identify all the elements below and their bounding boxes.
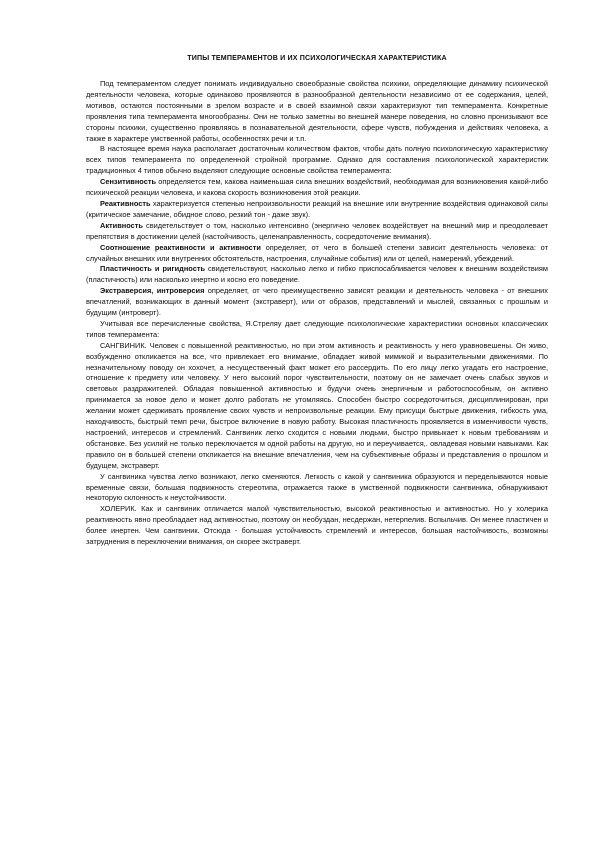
paragraph-ratio (86, 243, 548, 265)
paragraph-text: свидетельствует о том, насколько интенсивно (энергично человек воздействует на внешний мир и преодолевает препятствия в достижении целей (настойчивость, целенаправленность, сосредоточение внимания). (86, 220, 548, 241)
paragraph-activity (86, 221, 548, 243)
document-title: ТИПЫ ТЕМПЕРАМЕНТОВ И ИХ ПСИХОЛОГИЧЕСКАЯ ХАРАКТЕРИСТИКА (187, 54, 447, 62)
term-ratio: Соотношение реактивности и активности (100, 242, 261, 252)
document-body (86, 79, 548, 548)
paragraph-text: У сангвиника чувства легко возникают, легко сменяются. Легкость с какой у сангвиника образуются и переделываются новые временные связи, большая подвижность стереотипа, отражается также в умственной подвижности сангвиника, обнаруживают некоторую склонность к неустойчивости. (86, 471, 548, 503)
paragraph-text: свидетельствуют, насколько легко и гибко приспосабливается человек к внешним воздействиям (пластичность) или насколько инертно и косно его поведение. (86, 264, 548, 285)
paragraph-text: Учитывая все перечисленные свойства, Я.Стреляу дает следующие психологические характеристики основных классических типов темперамента: (86, 318, 548, 339)
paragraph-text: Под темпераментом следует понимать индивидуально своеобразные свойства психики, определяющие динамику психической деятельности человека, которые одинаково проявляются в разнообразной деятельности независимо от ее содержания, целей, мотивов, остаются постоянными в зрелом возрасте и в своей взаимной связи характеризуют тип темперамента. Конкретные проявления типа темперамента многообразны. Они не только заметны во внешней манере поведения, но словно пронизывают все стороны психики, существенно проявляясь в познавательной деятельности, сфере чувств, побуждения и действиях человека, а также в характере умственной работы, особенностях речи и т.п. (86, 79, 548, 143)
term-reactivity: Реактивность (100, 198, 151, 208)
term-plasticity: Пластичность и ригидность (100, 264, 205, 274)
paragraph-text: характеризуется степенью непроизвольности реакций на внешние или внутренние воздействия одинаковой силы (критическое замечание, обидное слово, резкий тон - даже звук). (86, 198, 548, 219)
term-activity: Активность (100, 220, 143, 230)
paragraph-text: определяется тем, какова наименьшая сила внешних воздействий, необходимая для возникновения какой-либо психической реакции человека, и какова скорость возникновения этой реакции. (86, 177, 548, 198)
paragraph-text: определяет, от чего в большей степени зависит деятельность человека: от случайных внешних или внутренних обстоятельств, настроения, случайные события) или от целей, намерений, убеждений. (86, 242, 548, 263)
paragraph-science (86, 144, 548, 177)
term-sensitivity: Сензитивность (100, 177, 156, 187)
paragraph-strelau (86, 319, 548, 341)
paragraph-text: определяет, от чего преимущественно зависят реакции и деятельность человека - от внешних впечатлений, возникающих в данный момент (экстраверт), или от образов, представлений и мыслей, связанных с прошлым и будущим (интроверт). (86, 286, 548, 318)
paragraph-reactivity (86, 199, 548, 221)
paragraph-choleric (86, 504, 548, 548)
paragraph-intro (86, 79, 548, 144)
paragraph-text: САНГВИНИК. Человек с повышенной реактивностью, но при этом активность и реактивность у него уравновешены. Он живо, возбужденно откликается на все, что привлекает его внимание, обладает живой мимикой и выразительными движениями. По незначительному поводу он хохочет, а несущественный факт может его рассердить. По его лицу легко угадать его настроение, отношение к предмету или человеку. У него высокий порог чувствительности, поэтому он не замечает очень слабых звуков и световых раздражителей. Обладая повышенной активностью и будучи очень энергичным и работоспособным, он активно принимается за новое дело и может долго работать не утомляясь. Способен быстро сосредоточиться, дисциплинирован, при желании может сдерживать проявление своих чувств и непроизвольные реакции. Ему присущи быстрые движения, гибкость ума, находчивость, быстрый темп речи, быстрое включение в новую работу. Высокая пластичность проявляется в изменчивости чувств, настроений, интересов и стремлений. Сангвиник легко сходится с новыми людьми, быстро привыкает к новым требованиям и обстановке. Без усилий не только переключается м одной работы на другую, но и переучивается,. овладевая новыми навыками. Как правило он в большей степени откликается на внешние впечатления, чем на субъективные образы и представления о прошлом и будущем, экстраверт. (86, 340, 548, 470)
paragraph-text: ХОЛЕРИК. Как и сангвиник отличается малой чувствительностью, высокой реактивностью и активностью. Но у холерика реактивность явно преобладает над активностью, поэтому он необуздан, несдержан, нетерпелив. Вспыльчив. Он менее пластичен и более инертен. Чем сангвиник. Отсюда - большая устойчивость стремлений и интересов, большая настойчивость, возможны затруднения в переключении внимания, он скорее экстраверт. (86, 504, 548, 547)
paragraph-plasticity (86, 264, 548, 286)
term-extraversion: Экстраверсия, интроверсия (100, 286, 205, 296)
paragraph-sanguine (86, 341, 548, 472)
paragraph-extraversion (86, 286, 548, 319)
paragraph-text: В настоящее время наука располагает достаточным количеством фактов, чтобы дать полную психологическую характеристику всех типов темперамента по определенной стройной программе. Однако для составления психологической характеристик традиционных 4 типов обычно выделяют следующие основные свойства темперамента: (86, 144, 548, 176)
paragraph-sanguine-feelings (86, 472, 548, 505)
paragraph-sensitivity (86, 177, 548, 199)
